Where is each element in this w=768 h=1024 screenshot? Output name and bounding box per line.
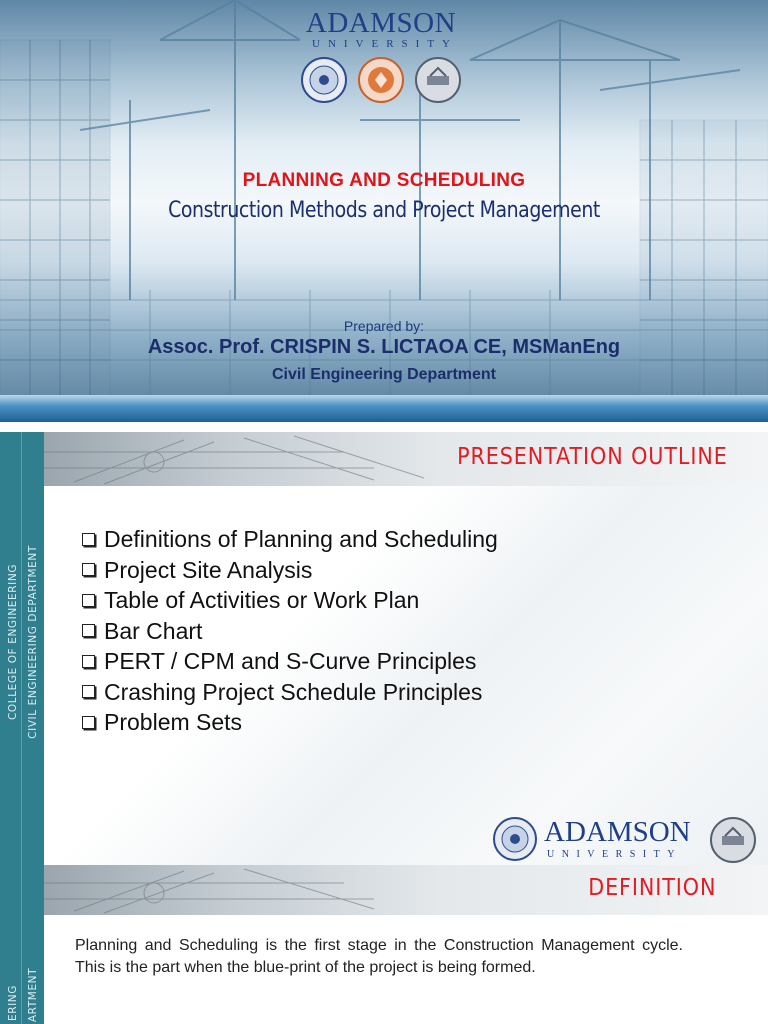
checkbox-bullet-icon <box>82 594 95 607</box>
list-item-label: PERT / CPM and S-Curve Principles <box>104 648 477 674</box>
civil-engineering-seal-icon <box>709 816 757 864</box>
outline-list <box>82 524 498 738</box>
author-name: Assoc. Prof. CRISPIN S. LICTAOA CE, MSManEng <box>147 336 621 358</box>
civil-engineering-seal-icon <box>414 56 462 104</box>
sidebar-divider <box>21 432 22 865</box>
brand-sub: UNIVERSITY <box>312 38 458 50</box>
list-item-label: Crashing Project Schedule Principles <box>104 678 483 705</box>
outline-slide <box>0 432 768 865</box>
list-item <box>82 524 498 555</box>
title-bottom-band <box>0 395 768 422</box>
checkbox-bullet-icon <box>82 716 95 729</box>
list-item <box>82 646 498 677</box>
definition-slide <box>0 865 768 1024</box>
list-item <box>82 707 498 738</box>
seal-row <box>300 56 462 106</box>
sidebar-college-label: COLLEGE OF ENGINEERING <box>7 563 19 721</box>
checkbox-bullet-icon <box>82 533 95 546</box>
adamson-seal-icon <box>300 56 348 104</box>
outline-content <box>44 486 768 865</box>
list-item <box>82 616 498 647</box>
outline-header-band <box>44 432 768 486</box>
sidebar-divider <box>21 865 22 1024</box>
list-item <box>82 677 498 708</box>
checkbox-bullet-icon <box>82 655 95 668</box>
list-item <box>82 555 498 586</box>
list-item-label: Table of Activities or Work Plan <box>104 587 420 613</box>
checkbox-bullet-icon <box>82 685 95 698</box>
presentation-title: Construction Methods and Project Management <box>168 198 600 223</box>
definition-title: DEFINITION <box>587 875 716 901</box>
definition-header-band <box>44 865 768 915</box>
footer-brand-name: ADAMSON <box>544 816 691 848</box>
list-item-label: Project Site Analysis <box>104 556 313 583</box>
footer-brand-sub: UNIVERSITY <box>547 849 682 860</box>
list-item <box>82 585 498 616</box>
list-item-label: Problem Sets <box>104 709 243 735</box>
prepared-by-label: Prepared by: <box>343 318 425 334</box>
presentation-kicker: PLANNING AND SCHEDULING <box>242 170 526 191</box>
definition-sidebar <box>0 865 44 1024</box>
checkbox-bullet-icon <box>82 624 95 637</box>
footer-logo <box>492 812 768 865</box>
title-slide <box>0 0 768 422</box>
college-seal-icon <box>357 56 405 104</box>
brand-name: ADAMSON <box>305 7 457 39</box>
sidebar-college-label: ERING <box>7 984 19 1022</box>
adamson-seal-icon <box>492 816 538 862</box>
outline-title: PRESENTATION OUTLINE <box>457 444 728 470</box>
list-item-label: Bar Chart <box>104 617 203 644</box>
definition-body: Planning and Scheduling is the first stage in the Construction Management cycle. This is the part when the blue-print of the project is being formed. <box>75 937 683 976</box>
list-item-label: Definitions of Planning and Scheduling <box>104 526 498 552</box>
outline-sidebar <box>0 432 44 865</box>
checkbox-bullet-icon <box>82 563 95 576</box>
department-name: Civil Engineering Department <box>271 366 497 383</box>
sidebar-department-label: CIVIL ENGINEERING DEPARTMENT <box>27 545 39 739</box>
adamson-logo <box>296 8 466 50</box>
sidebar-department-label: ARTMENT <box>27 967 39 1023</box>
